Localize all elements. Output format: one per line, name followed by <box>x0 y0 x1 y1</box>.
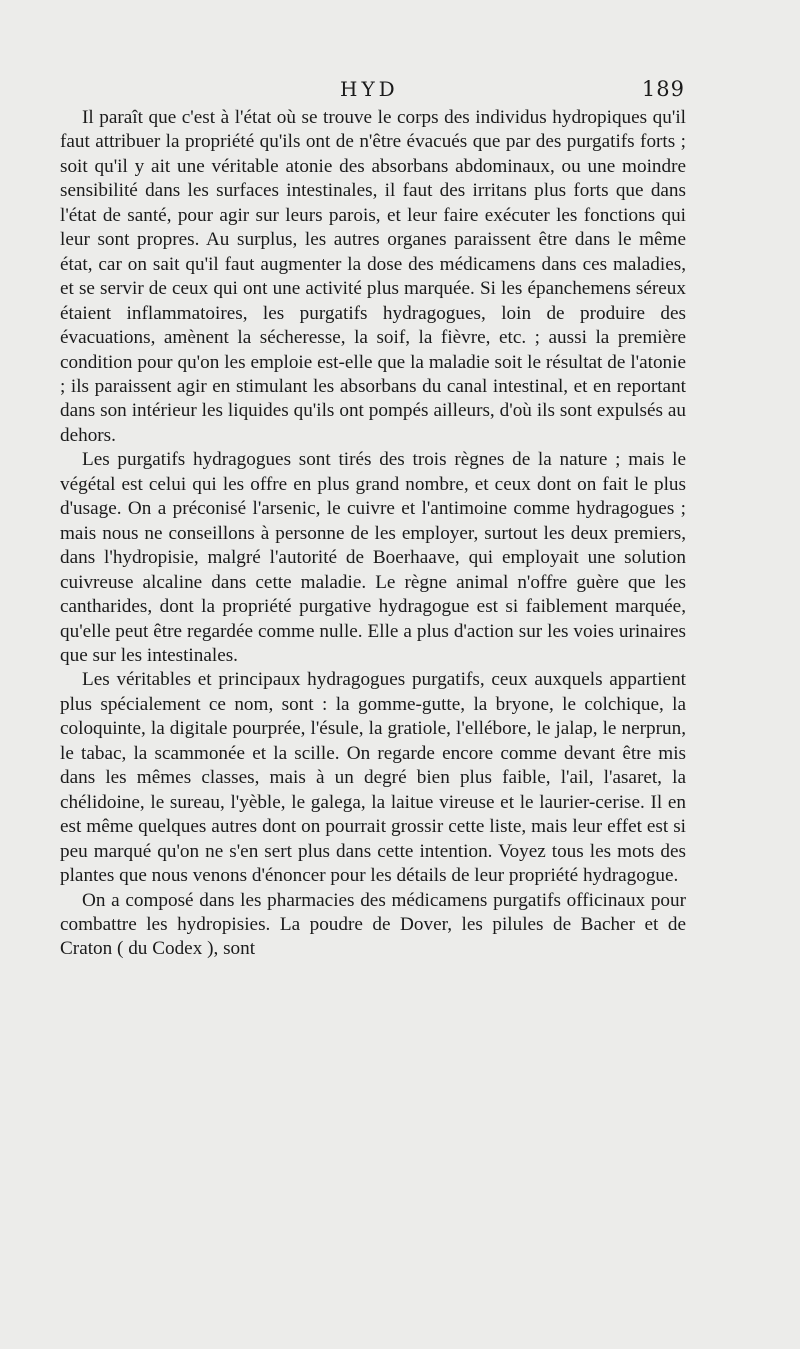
paragraph-3: Les véritables et principaux hydragogues purgatifs, ceux auxquels appartient plus spécialement ce nom, sont : la gomme-gutte, la bryone, le colchique, la coloquinte, la digitale pourprée, l'ésule, la gratiole, l'ellébore, le jalap, le nerprun, le tabac, la scammonée et la scille. On regarde encore comme devant être mis dans les mêmes classes, mais à un degré bien plus faible, l'ail, l'asaret, la chélidoine, le sureau, l'yèble, le galega, la laitue vireuse et le laurier-cerise. Il en est même quelques autres dont on pourrait grossir cette liste, mais leur effet est si peu marqué qu'on ne s'en sert plus dans cette intention. Voyez tous les mots des plantes que nous venons d'énoncer pour les détails de leur propriété hydragogue. <box>60 669 686 887</box>
paragraph-1: Il paraît que c'est à l'état où se trouve le corps des individus hydropiques qu'il faut attribuer la propriété qu'ils ont de n'être évacués que par des purgatifs forts ; soit qu'il y ait une véritable atonie des absorbans abdominaux, ou une moindre sensibilité dans les surfaces intestinales, il faut des irritans plus forts que dans l'état de santé, pour agir sur leurs parois, et leur faire exécuter les fonctions qui leur sont propres. Au surplus, les autres organes paraissent être dans le même état, car on sait qu'il faut augmenter la dose des médicamens dans ces maladies, et se servir de ceux qui ont une activité plus marquée. Si les épanchemens séreux étaient inflammatoires, les purgatifs hydragogues, loin de produire des évacuations, amènent la sécheresse, la soif, la fièvre, etc. ; aussi la première condition pour qu'on les emploie est-elle que la maladie soit le résultat de l'atonie ; ils paraissent agir en stimulant les absorbans du canal intestinal, et en reportant dans son intérieur les liquides qu'ils ont pompés ailleurs, d'où ils sont expulsés au dehors. <box>60 107 686 446</box>
body-text <box>60 106 686 962</box>
running-head: HYD <box>340 77 399 101</box>
page-number: 189 <box>641 77 685 101</box>
paragraph-2: Les purgatifs hydragogues sont tirés des trois règnes de la nature ; mais le végétal est celui qui les offre en plus grand nombre, et ceux dont on fait le plus d'usage. On a préconisé l'arsenic, le cuivre et l'antimoine comme hydragogues ; mais nous ne conseillons à personne de les employer, surtout les deux premiers, dans l'hydropisie, malgré l'autorité de Boerhaave, qui employait une solution cuivreuse alcaline dans cette maladie. Le règne animal n'offre guère que les cantharides, dont la propriété purgative hydragogue est si faiblement marquée, qu'elle peut être regardée comme nulle. Elle a plus d'action sur les voies urinaires que sur les intestinales. <box>60 449 686 666</box>
paragraph-4: On a composé dans les pharmacies des médicamens purgatifs officinaux pour combattre les hydropisies. La poudre de Dover, les pilules de Bacher et de Craton ( du Codex ), sont <box>60 889 686 960</box>
